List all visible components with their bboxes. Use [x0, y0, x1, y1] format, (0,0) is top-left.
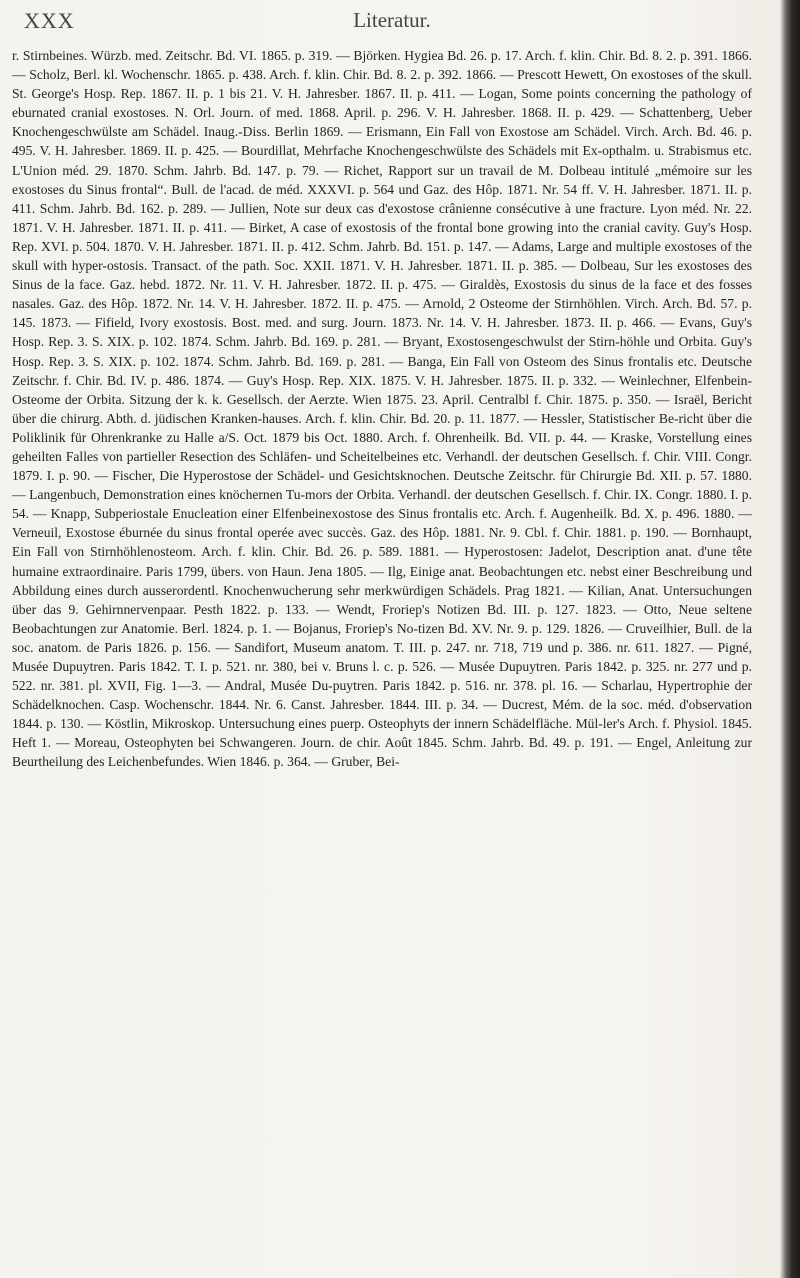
bibliography-text — [12, 46, 752, 1274]
page-header — [24, 8, 760, 42]
page-number: XXX — [24, 8, 75, 33]
running-head: Literatur. — [353, 8, 431, 32]
scan-edge-shadow — [780, 0, 800, 1278]
bibliography-paragraph: r. Stirnbeines. Würzb. med. Zeitschr. Bd. VI. 1865. p. 319. — Björken. Hygiea Bd. 26. p. 17. Arch. f. klin. Chir. Bd. 8. 2. p. 391. 1866. — Scholz, Berl. kl. Wochenschr. 1865. p. 438. Arch. f. klin. Chir. Bd. 8. 2. p. 392. 1866. — Prescott Hewett, On exostoses of the skull. St. George's Hosp. Rep. 1867. II. p. 1 bis 21. V. H. Jahresber. 1867. II. p. 411. — Logan, Some points concerning the pathology of eburnated cranial exostoses. N. Orl. Journ. of med. 1868. April. p. 296. V. H. Jahresber. 1868. II. p. 429. — Schattenberg, Ueber Knochengeschwülste am Schädel. Inaug.-Diss. Berlin 1869. — Erismann, Ein Fall von Exostose am Schädel. Virch. Arch. Bd. 46. p. 495. V. H. Jahresber. 1869. II. p. 425. — Bourdillat, Mehrfache Knochengeschwülste des Schädels mit Ex-opthalm. u. Strabismus etc. L'Union méd. 29. 1870. Schm. Jahrb. Bd. 147. p. 79. — Richet, Rapport sur un travail de M. Dolbeau intitulé „mémoire sur les exostoses du Sinus frontal“. Bull. de l'acad. de méd. XXXVI. p. 564 und Gaz. des Hôp. 1871. Nr. 54 ff. V. H. Jahresber. 1871. II. p. 411. Schm. Jahrb. Bd. 162. p. 289. — Jullien, Note sur deux cas d'exostose crânienne consécutive à une fracture. Lyon méd. Nr. 22. 1871. V. H. Jahresber. 1871. II. p. 411. — Birket, A case of exostosis of the frontal bone growing into the cranial cavity. Guy's Hosp. Rep. XVI. p. 504. 1870. V. H. Jahresber. 1871. II. p. 412. Schm. Jahrb. Bd. 151. p. 147. — Adams, Large and multiple exostoses of the skull with hyper-ostosis. Transact. of the path. Soc. XXII. 1871. V. H. Jahresber. 1871. II. p. 385. — Dolbeau, Sur les exostoses des Sinus de la face. Gaz. hebd. 1872. Nr. 11. V. H. Jahresber. 1872. II. p. 475. — Giraldès, Exostosis du sinus de la face et des fosses nasales. Gaz. des Hôp. 1872. Nr. 14. V. H. Jahresber. 1872. II. p. 475. — Arnold, 2 Osteome der Stirnhöhlen. Virch. Arch. Bd. 57. p. 145. 1873. — Fifield, Ivory exostosis. Bost. med. and surg. Journ. 1873. Nr. 14. V. H. Jahresber. 1873. II. p. 466. — Evans, Guy's Hosp. Rep. 3. S. XIX. p. 102. 1874. Schm. Jahrb. Bd. 169. p. 281. — Bryant, Exostosengeschwulst der Stirn-höhle und Orbita. Guy's Hosp. Rep. 3. S. XIX. p. 102. 1874. Schm. Jahrb. Bd. 169. p. 281. — Banga, Ein Fall von Osteom des Sinus frontalis etc. Deutsche Zeitschr. f. Chir. Bd. IV. p. 486. 1874. — Guy's Hosp. Rep. XIX. 1875. V. H. Jahresber. 1875. II. p. 332. — Weinlechner, Elfenbein-Osteome der Orbita. Sitzung der k. k. Gesellsch. der Aerzte. Wien 1875. 23. April. Centralbl f. Chir. 1875. p. 350. — Israël, Bericht über die chirurg. Abth. d. jüdischen Kranken-hauses. Arch. f. klin. Chir. Bd. 20. p. 11. 1877. — Hessler, Statistischer Be-richt über die Poliklinik für Ohrenkranke zu Halle a/S. Oct. 1879 bis Oct. 1880. Arch. f. Ohrenheilk. Bd. VII. p. 44. — Kraske, Vorstellung eines geheilten Falles von partieller Resection des Schläfen- und Scheitelbeines etc. Verhandl. der deutschen Gesellsch. f. Chir. VIII. Congr. 1879. I. p. 90. — Fischer, Die Hyperostose der Schädel- und Gesichtsknochen. Deutsche Zeitschr. für Chirurgie Bd. XII. p. 57. 1880. — Langenbuch, Demonstration eines knöchernen Tu-mors der Orbita. Verhandl. der deutschen Gesellsch. f. Chir. IX. Congr. 1880. I. p. 54. — Knapp, Subperiostale Enucleation einer Elfenbeinexostose des Sinus frontalis etc. Arch. f. Augenheilk. Bd. X. p. 496. 1880. — Verneuil, Exostose éburnée du sinus frontal operée avec succès. Gaz. des Hôp. 1881. Nr. 9. Cbl. f. Chir. 1881. p. 190. — Bornhaupt, Ein Fall von Stirnhöhlenosteom. Arch. f. klin. Chir. Bd. 26. p. 589. 1881. — Hyperostosen: Jadelot, Description anat. d'une tête humaine extraordinaire. Paris 1799, übers. von Haun. Jena 1805. — Ilg, Einige anat. Beobachtungen etc. nebst einer Beschreibung und Abbildung eines durch ausserordentl. Knochenwucherung sehr merkwürdigen Schädels. Prag 1821. — Kilian, Anat. Untersuchungen über das 9. Gehirnnervenpaar. Pesth 1822. p. 133. — Wendt, Froriep's Notizen Bd. III. p. 127. 1823. — Otto, Neue seltene Beobachtungen zur Anatomie. Berl. 1824. p. 1. — Bojanus, Froriep's No-tizen Bd. XV. Nr. 9. p. 129. 1826. — Cruveilhier, Bull. de la soc. anatom. de Paris 1826. p. 156. — Sandifort, Museum anatom. T. III. p. 247. nr. 718, 719 und p. 386. nr. 611. 1827. — Pigné, Musée Dupuytren. Paris 1842. T. I. p. 521. nr. 380, bei v. Bruns l. c. p. 526. — Musée Dupuytren. Paris 1842. p. 325. nr. 277 und p. 522. nr. 381. pl. XVII, Fig. 1—3. — Andral, Musée Du-puytren. Paris 1842. p. 516. nr. 378. pl. 16. — Scharlau, Hypertrophie der Schädelknochen. Casp. Wochenschr. 1844. Nr. 6. Canst. Jahresber. 1844. III. p. 34. — Ducrest, Mém. de la soc. méd. d'observation 1844. p. 130. — Köstlin, Mikroskop. Untersuchung eines puerp. Osteophyts der innern Schädelfläche. Mül-ler's Arch. f. Physiol. 1845. Heft 1. — Moreau, Osteophyten bei Schwangeren. Journ. de chir. Août 1845. Schm. Jahrb. Bd. 49. p. 191. — Engel, Anleitung zur Beurtheilung des Leichenbefundes. Wien 1846. p. 364. — Gruber, Bei- — [12, 48, 752, 770]
